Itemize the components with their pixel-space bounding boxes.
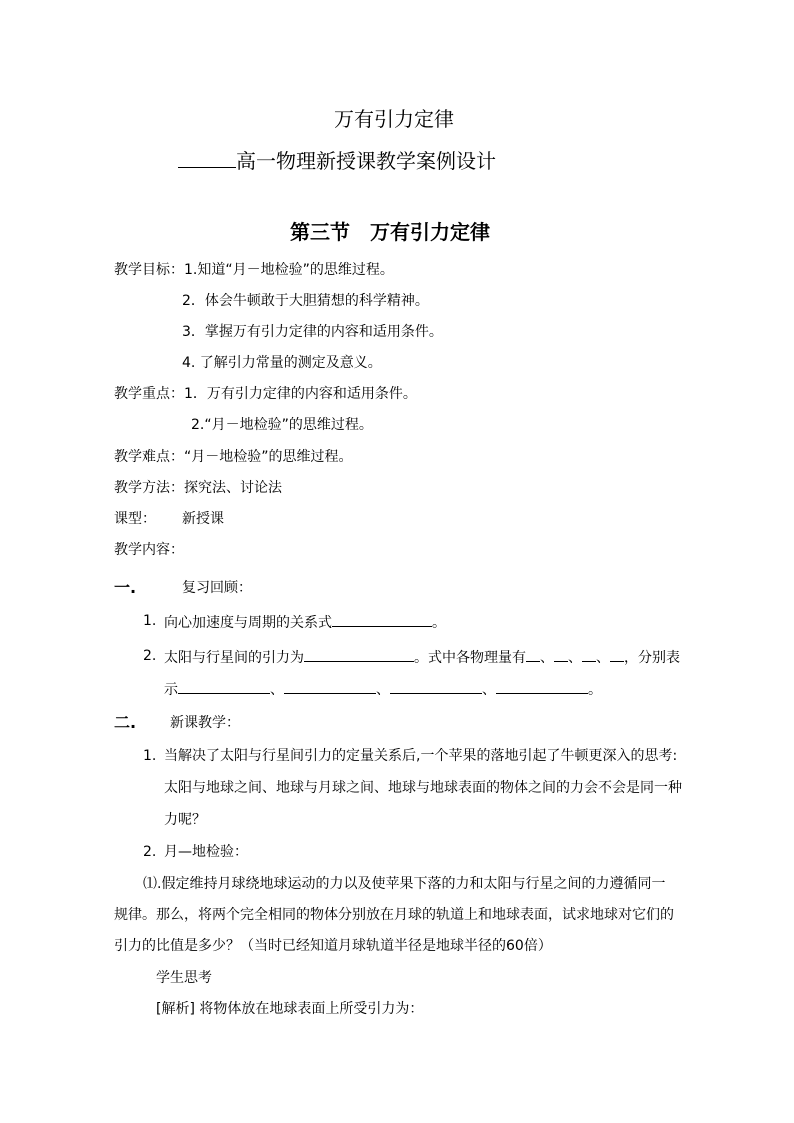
answer-blank[interactable] <box>554 647 568 662</box>
part2-number: 二. <box>114 713 137 732</box>
part1-q1-number: 1. <box>143 613 157 629</box>
part2-p1-line: 当解决了太阳与行星间引力的定量关系后,一个苹果的落地引起了牛顿更深入的思考: <box>164 748 678 764</box>
q1-end: 。 <box>432 615 446 631</box>
paragraph-line: ⑴.假定维持月球绕地球运动的力以及使苹果下落的力和太阳与行星之间的力遵循同一 <box>143 876 666 892</box>
q2-text-d: 示 <box>164 682 178 698</box>
key-point-item: 1．万有引力定律的内容和适用条件。 <box>184 386 417 402</box>
key-points-label: 教学重点： <box>114 386 184 402</box>
part2-title: 新课教学： <box>170 715 240 731</box>
document-subtitle <box>178 147 496 174</box>
part1-title: 复习回顾： <box>182 580 252 596</box>
goal-item: 1.知道“月－地检验”的思维过程。 <box>184 262 394 278</box>
method-text: 探究法、讨论法 <box>184 480 282 496</box>
paragraph-line: 引力的比值是多少？（当时已经知道月球轨道半径是地球半径的60倍） <box>114 938 552 954</box>
answer-blank[interactable] <box>304 647 414 662</box>
goals-row-1 <box>114 261 394 279</box>
part2-p1-line: 太阳与地球之间、地球与月球之间、地球与地球表面的物体之间的力会不会是同一种 <box>164 780 682 796</box>
part1-q2-line1 <box>164 647 680 667</box>
part1-q2-line2 <box>164 679 602 699</box>
answer-blank[interactable] <box>332 612 432 627</box>
lesson-type-label: 课型： <box>114 511 156 527</box>
answer-blank[interactable] <box>582 647 596 662</box>
analysis-line: [解析] 将物体放在地球表面上所受引力为： <box>156 1001 424 1017</box>
q2-text-b: 。式中各物理量有 <box>414 650 526 666</box>
part2-p2-title: 月—地检验： <box>164 844 248 860</box>
subtitle-text: 高一物理新授课教学案例设计 <box>236 149 496 173</box>
q2-text-a: 太阳与行星间的引力为 <box>164 650 304 666</box>
difficulty-label: 教学难点： <box>114 449 184 465</box>
answer-blank[interactable] <box>496 679 588 694</box>
part2-p1-number: 1. <box>143 748 157 764</box>
separator: 、 <box>270 682 284 698</box>
part1-q2-number: 2. <box>143 648 157 664</box>
method-row <box>114 479 282 497</box>
content-label: 教学内容： <box>114 542 184 558</box>
separator: 、 <box>376 682 390 698</box>
answer-blank[interactable] <box>526 647 540 662</box>
subtitle-blank <box>178 147 236 168</box>
part2-p1-line: 力呢？ <box>164 812 206 828</box>
answer-blank[interactable] <box>390 679 482 694</box>
separator: 、 <box>568 650 582 666</box>
method-label: 教学方法： <box>114 480 184 496</box>
answer-blank[interactable] <box>610 647 624 662</box>
section-title: 第三节 万有引力定律 <box>290 220 490 244</box>
separator: 、 <box>540 650 554 666</box>
key-points-row-1 <box>114 385 417 403</box>
q2-text-c: ，分别表 <box>624 650 680 666</box>
separator: 、 <box>482 682 496 698</box>
q2-end: 。 <box>588 682 602 698</box>
student-think: 学生思考 <box>156 970 212 986</box>
key-point-item: 2.“月－地检验”的思维过程。 <box>191 417 373 433</box>
difficulty-text: “月－地检验”的思维过程。 <box>184 449 353 465</box>
goal-item: 4. 了解引力常量的测定及意义。 <box>182 355 382 371</box>
paragraph-line: 规律。那么，将两个完全相同的物体分别放在月球的轨道上和地球表面，试求地球对它们的 <box>114 907 674 923</box>
part2-p2-number: 2. <box>143 844 157 860</box>
q1-text: 向心加速度与周期的关系式 <box>164 615 332 631</box>
part1-q1 <box>164 612 446 632</box>
goals-label: 教学目标： <box>114 262 184 278</box>
difficulty-row <box>114 448 353 466</box>
goal-item: 3．掌握万有引力定律的内容和适用条件。 <box>182 324 443 340</box>
separator: 、 <box>596 650 610 666</box>
goal-item: 2．体会牛顿敢于大胆猜想的科学精神。 <box>182 293 429 309</box>
answer-blank[interactable] <box>284 679 376 694</box>
part1-number: 一. <box>114 578 137 597</box>
answer-blank[interactable] <box>178 679 270 694</box>
lesson-type-text: 新授课 <box>182 511 224 527</box>
document-title: 万有引力定律 <box>334 107 454 131</box>
